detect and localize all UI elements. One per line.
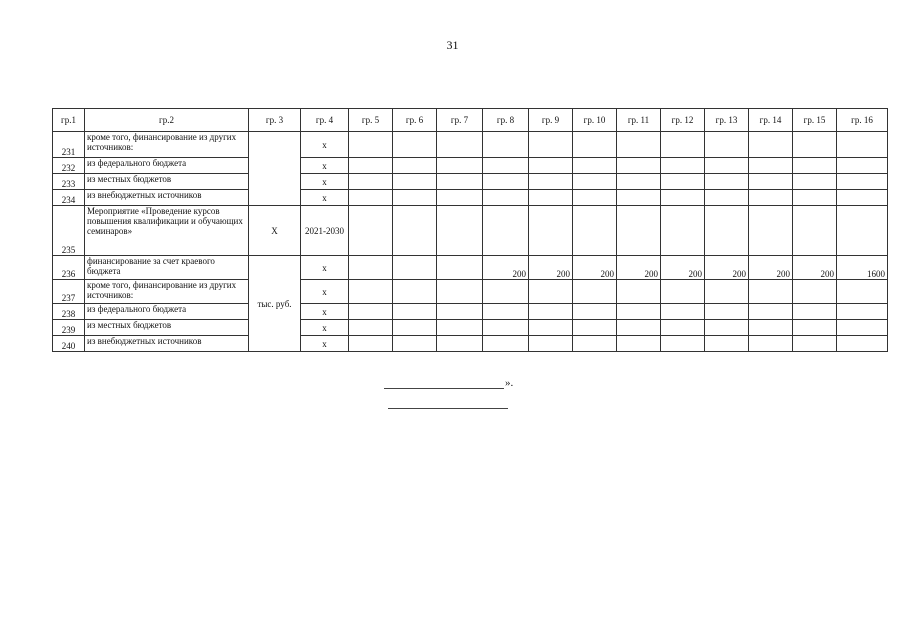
value-cell: 200 bbox=[661, 256, 705, 280]
value-cell bbox=[837, 320, 888, 336]
value-cell bbox=[705, 206, 749, 256]
value-cell bbox=[749, 206, 793, 256]
value-cell: 200 bbox=[483, 256, 529, 280]
value-cell bbox=[437, 336, 483, 352]
value-cell bbox=[483, 320, 529, 336]
column-header: гр. 11 bbox=[617, 109, 661, 132]
value-cell bbox=[749, 174, 793, 190]
value-cell bbox=[437, 320, 483, 336]
closing-quote: ». bbox=[505, 377, 514, 389]
column-header: гр. 6 bbox=[393, 109, 437, 132]
value-cell bbox=[661, 132, 705, 158]
value-cell bbox=[437, 190, 483, 206]
value-cell bbox=[793, 304, 837, 320]
value-cell bbox=[483, 190, 529, 206]
value-cell: 1600 bbox=[837, 256, 888, 280]
row-number: 235 bbox=[53, 206, 85, 256]
value-cell bbox=[837, 304, 888, 320]
table-row bbox=[53, 280, 888, 304]
value-cell bbox=[837, 190, 888, 206]
column-header: гр. 5 bbox=[349, 109, 393, 132]
value-cell bbox=[617, 280, 661, 304]
row-name: из внебюджетных источников bbox=[85, 336, 249, 352]
column-header: гр. 12 bbox=[661, 109, 705, 132]
column-header: гр.2 bbox=[85, 109, 249, 132]
value-cell bbox=[617, 206, 661, 256]
table-row bbox=[53, 320, 888, 336]
separator-line bbox=[388, 398, 508, 409]
unit-cell: Х bbox=[249, 206, 301, 256]
table-row bbox=[53, 132, 888, 158]
value-cell bbox=[349, 158, 393, 174]
value-cell bbox=[793, 190, 837, 206]
value-cell bbox=[837, 336, 888, 352]
column-header: гр. 4 bbox=[301, 109, 349, 132]
value-cell bbox=[483, 280, 529, 304]
column-header: гр. 3 bbox=[249, 109, 301, 132]
value-cell bbox=[705, 336, 749, 352]
value-cell bbox=[661, 320, 705, 336]
value-cell bbox=[837, 158, 888, 174]
column-header: гр. 10 bbox=[573, 109, 617, 132]
row-name: кроме того, финансирование из других источников: bbox=[85, 132, 249, 158]
period-cell: 2021-2030 bbox=[301, 206, 349, 256]
value-cell bbox=[393, 256, 437, 280]
signature-line bbox=[384, 378, 504, 389]
value-cell bbox=[349, 206, 393, 256]
mark-cell: х bbox=[301, 304, 349, 320]
value-cell bbox=[661, 304, 705, 320]
value-cell bbox=[349, 280, 393, 304]
value-cell bbox=[573, 320, 617, 336]
row-name: из федерального бюджета bbox=[85, 304, 249, 320]
value-cell bbox=[749, 132, 793, 158]
value-cell bbox=[705, 280, 749, 304]
mark-cell: х bbox=[301, 320, 349, 336]
value-cell bbox=[349, 320, 393, 336]
value-cell bbox=[573, 174, 617, 190]
value-cell bbox=[793, 320, 837, 336]
value-cell bbox=[529, 132, 573, 158]
value-cell bbox=[661, 280, 705, 304]
mark-cell: х bbox=[301, 280, 349, 304]
value-cell bbox=[749, 304, 793, 320]
value-cell bbox=[437, 256, 483, 280]
row-name: из местных бюджетов bbox=[85, 174, 249, 190]
page-number: 31 bbox=[446, 38, 459, 52]
column-header: гр. 13 bbox=[705, 109, 749, 132]
row-number: 234 bbox=[53, 190, 85, 206]
table-row bbox=[53, 206, 888, 256]
row-number: 233 bbox=[53, 174, 85, 190]
value-cell bbox=[393, 336, 437, 352]
value-cell bbox=[483, 174, 529, 190]
value-cell bbox=[393, 174, 437, 190]
value-cell bbox=[349, 336, 393, 352]
value-cell bbox=[393, 158, 437, 174]
value-cell bbox=[573, 132, 617, 158]
value-cell bbox=[837, 174, 888, 190]
mark-cell: х bbox=[301, 256, 349, 280]
row-number: 231 bbox=[53, 132, 85, 158]
value-cell bbox=[437, 174, 483, 190]
value-cell bbox=[393, 190, 437, 206]
row-name: из федерального бюджета bbox=[85, 158, 249, 174]
value-cell bbox=[617, 320, 661, 336]
value-cell bbox=[529, 206, 573, 256]
value-cell bbox=[573, 336, 617, 352]
value-cell bbox=[793, 336, 837, 352]
row-number: 238 bbox=[53, 304, 85, 320]
value-cell bbox=[837, 280, 888, 304]
value-cell bbox=[793, 174, 837, 190]
value-cell bbox=[349, 304, 393, 320]
value-cell bbox=[529, 320, 573, 336]
header-row bbox=[53, 109, 888, 132]
value-cell bbox=[393, 304, 437, 320]
row-name: финансирование за счет краевого бюджета bbox=[85, 256, 249, 280]
value-cell bbox=[617, 304, 661, 320]
value-cell bbox=[705, 304, 749, 320]
value-cell bbox=[705, 174, 749, 190]
row-number: 232 bbox=[53, 158, 85, 174]
table-row bbox=[53, 256, 888, 280]
value-cell bbox=[661, 206, 705, 256]
value-cell bbox=[573, 304, 617, 320]
value-cell bbox=[483, 132, 529, 158]
value-cell bbox=[529, 174, 573, 190]
value-cell: 200 bbox=[617, 256, 661, 280]
value-cell bbox=[529, 190, 573, 206]
value-cell bbox=[661, 158, 705, 174]
value-cell: 200 bbox=[573, 256, 617, 280]
value-cell bbox=[529, 280, 573, 304]
value-cell bbox=[437, 132, 483, 158]
row-name: кроме того, финансирование из других источников: bbox=[85, 280, 249, 304]
value-cell bbox=[349, 256, 393, 280]
table-row bbox=[53, 158, 888, 174]
unit-cell bbox=[249, 132, 301, 206]
value-cell: 200 bbox=[705, 256, 749, 280]
value-cell bbox=[749, 190, 793, 206]
value-cell bbox=[483, 304, 529, 320]
value-cell bbox=[573, 158, 617, 174]
row-number: 240 bbox=[53, 336, 85, 352]
mark-cell: х bbox=[301, 174, 349, 190]
table-row bbox=[53, 336, 888, 352]
column-header: гр. 9 bbox=[529, 109, 573, 132]
value-cell: 200 bbox=[749, 256, 793, 280]
value-cell bbox=[749, 320, 793, 336]
value-cell bbox=[573, 190, 617, 206]
value-cell bbox=[837, 132, 888, 158]
column-header: гр. 8 bbox=[483, 109, 529, 132]
column-header: гр.1 bbox=[53, 109, 85, 132]
value-cell bbox=[661, 190, 705, 206]
mark-cell: х bbox=[301, 158, 349, 174]
value-cell bbox=[529, 158, 573, 174]
value-cell bbox=[705, 320, 749, 336]
value-cell bbox=[483, 206, 529, 256]
value-cell bbox=[483, 336, 529, 352]
value-cell bbox=[393, 280, 437, 304]
budget-table bbox=[52, 108, 888, 352]
value-cell bbox=[661, 174, 705, 190]
value-cell bbox=[437, 158, 483, 174]
value-cell bbox=[393, 206, 437, 256]
value-cell bbox=[483, 158, 529, 174]
row-number: 239 bbox=[53, 320, 85, 336]
value-cell bbox=[349, 190, 393, 206]
value-cell bbox=[705, 132, 749, 158]
row-number: 237 bbox=[53, 280, 85, 304]
value-cell bbox=[617, 174, 661, 190]
value-cell bbox=[617, 190, 661, 206]
value-cell bbox=[349, 174, 393, 190]
row-name: из местных бюджетов bbox=[85, 320, 249, 336]
table-row bbox=[53, 174, 888, 190]
value-cell bbox=[837, 206, 888, 256]
value-cell bbox=[749, 336, 793, 352]
value-cell bbox=[529, 336, 573, 352]
mark-cell: х bbox=[301, 336, 349, 352]
value-cell bbox=[793, 280, 837, 304]
value-cell bbox=[705, 158, 749, 174]
mark-cell: х bbox=[301, 190, 349, 206]
value-cell bbox=[529, 304, 573, 320]
row-name: Мероприятие «Проведение курсов повышения квалификации и обучающих семинаров» bbox=[85, 206, 249, 256]
column-header: гр. 16 bbox=[837, 109, 888, 132]
value-cell bbox=[661, 336, 705, 352]
unit-cell: тыс. руб. bbox=[249, 256, 301, 352]
value-cell bbox=[793, 206, 837, 256]
value-cell bbox=[437, 206, 483, 256]
value-cell bbox=[393, 132, 437, 158]
mark-cell: х bbox=[301, 132, 349, 158]
value-cell bbox=[617, 336, 661, 352]
value-cell bbox=[617, 158, 661, 174]
value-cell bbox=[349, 132, 393, 158]
value-cell bbox=[749, 158, 793, 174]
table-row bbox=[53, 190, 888, 206]
value-cell bbox=[705, 190, 749, 206]
value-cell bbox=[393, 320, 437, 336]
value-cell: 200 bbox=[793, 256, 837, 280]
column-header: гр. 14 bbox=[749, 109, 793, 132]
value-cell bbox=[617, 132, 661, 158]
value-cell: 200 bbox=[529, 256, 573, 280]
value-cell bbox=[749, 280, 793, 304]
column-header: гр. 7 bbox=[437, 109, 483, 132]
row-number: 236 bbox=[53, 256, 85, 280]
value-cell bbox=[793, 132, 837, 158]
value-cell bbox=[573, 280, 617, 304]
table-row bbox=[53, 304, 888, 320]
row-name: из внебюджетных источников bbox=[85, 190, 249, 206]
value-cell bbox=[437, 304, 483, 320]
value-cell bbox=[793, 158, 837, 174]
value-cell bbox=[573, 206, 617, 256]
value-cell bbox=[437, 280, 483, 304]
column-header: гр. 15 bbox=[793, 109, 837, 132]
